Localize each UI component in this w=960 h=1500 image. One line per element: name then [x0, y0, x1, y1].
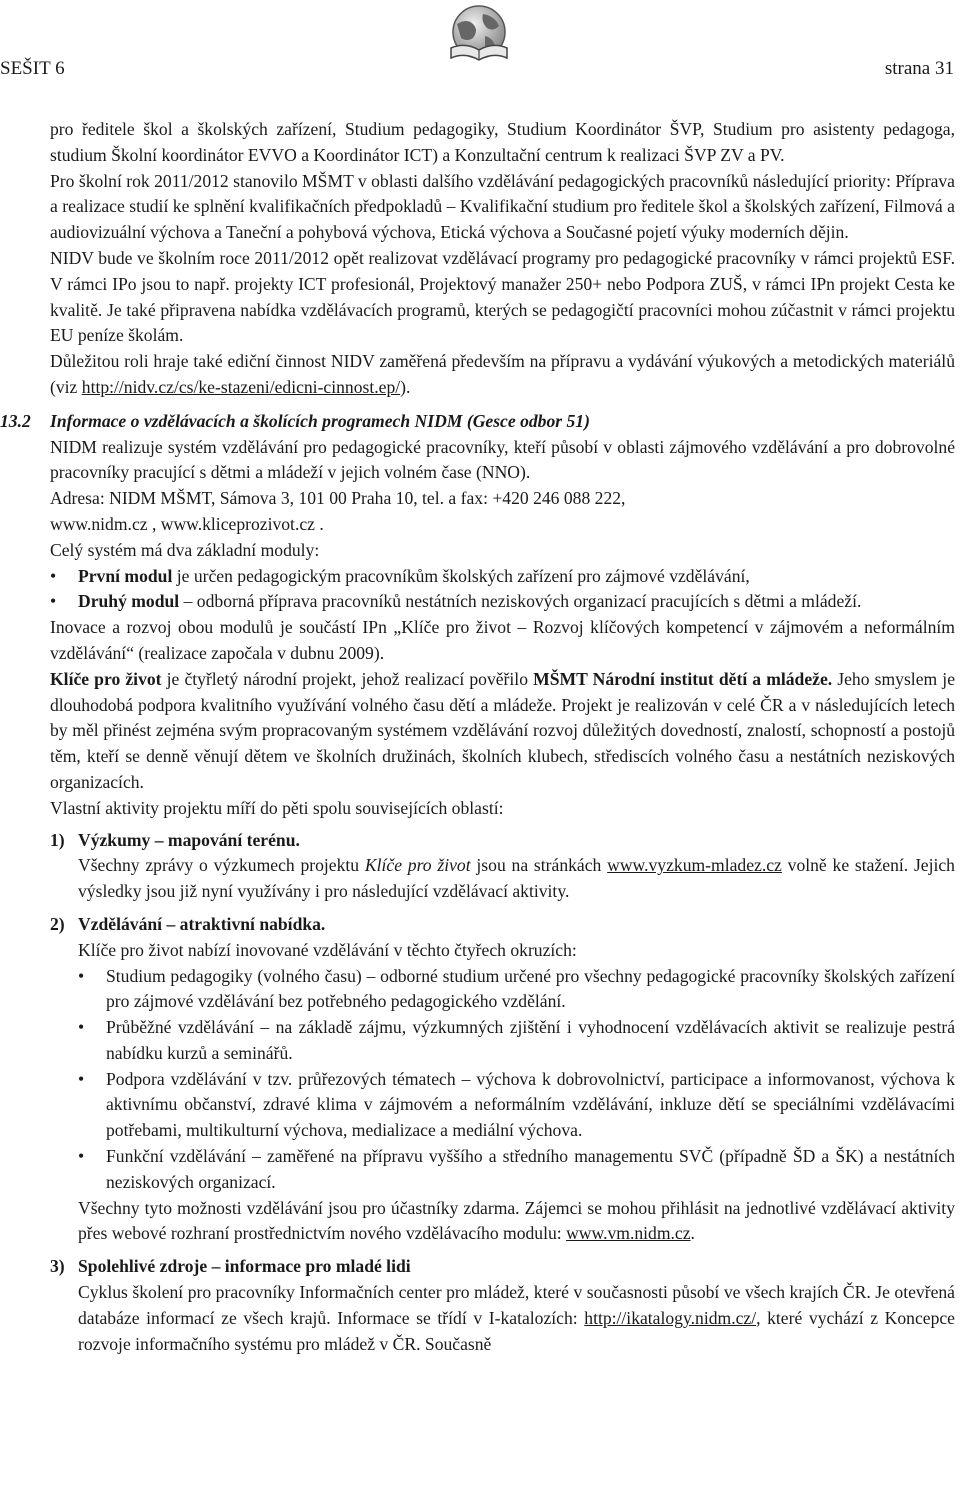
area-item-research: 1) Výzkumy – mapování terénu. Všechny zprávy o výzkumech projektu Klíče pro život jsou na stránkách www.vyzkum-mladez.cz volně ke stažení. Jejich výsledky jsou již nyní využívány i pro následující vzdělávací aktivity. — [50, 828, 955, 905]
area-item-sources: 3) Spolehlivé zdroje – informace pro mladé lidi Cyklus školení pro pracovníky Informačních center pro mládež, které v současnosti působí ve všech krajích ČR. Je otevřená databáze informací ze všech krajů. Informace se třídí v I-katalozích: http://ikatalogy.nidm.cz/, které vychází z Koncepce rozvoje informačního systému pro mládež v ČR. Současně — [50, 1254, 955, 1357]
paragraph: Důležitou roli hraje také ediční činnost NIDV zaměřená především na přípravu a vydávání výukových a metodických materiálů (viz http://nidv.cz/cs/ke-stazeni/edicni-cinnost.ep/). — [50, 351, 955, 397]
item-title: Vzdělávání – atraktivní nabídka. — [78, 913, 326, 934]
research-link[interactable]: www.vyzkum-mladez.cz — [607, 855, 782, 876]
modules-list — [50, 564, 955, 616]
paragraph: NIDM realizuje systém vzdělávání pro pedagogické pracovníky, kteří působí v oblasti zájmového vzdělávání a pro dobrovolné pracovníky pracující s dětmi a mládeží v jejich volném čase (NNO). — [50, 436, 955, 483]
paragraph: Cyklus školení pro pracovníky Informačních center pro mládež, které v současnosti působí ve všech krajích ČR. Je otevřená databáze informací ze všech krajů. Informace se třídí v I-katalozích: http://ikatalogy.nidm.cz/, které vychází z Koncepce rozvoje informačního systému pro mládež v ČR. Současně — [78, 1282, 955, 1354]
section-number: 13.2 — [0, 410, 31, 431]
page-body — [0, 117, 955, 1357]
edition-link[interactable]: http://nidv.cz/cs/ke-stazeni/edicni-cinnost.ep/ — [81, 376, 401, 397]
list-item: • Podpora vzdělávání v tzv. průřezových tématech – výchova k dobrovolnictví, participace a informovanost, výchova k aktivnímu občanství, zdravé klima v zájmovém a neformálním vzdělávání, inkluze dětí se speciálními vzdělávacími potřebami, multikulturní výchova, medializace a mediální výchova. — [78, 1068, 955, 1141]
paragraph: Inovace a rozvoj obou modulů je součástí IPn „Klíče pro život – Rozvoj klíčových kompetencí v zájmovém a neformálním vzdělávání“ (realizace započala v dubnu 2009). — [50, 617, 955, 663]
education-list — [78, 964, 955, 1196]
address-line: Adresa: NIDM MŠMT, Sámova 3, 101 00 Praha 10, tel. a fax: +420 246 088 222, — [50, 488, 626, 509]
vm-link[interactable]: www.vm.nidm.cz — [566, 1223, 691, 1244]
address-line: www.nidm.cz , www.kliceprozivot.cz . — [50, 513, 324, 534]
paragraph: Klíče pro život nabízí inovované vzdělávání v těchto čtyřech okruzích: — [78, 939, 577, 960]
issue-label: SEŠIT 6 — [0, 58, 65, 79]
paragraph: NIDV bude ve školním roce 2011/2012 opět realizovat vzdělávací programy pro pedagogické pracovníky v rámci projektů ESF. V rámci IPo jsou to např. projekty ICT profesionál, Projektový manažer 250+ nebo Podpora ZUŠ, v rámci IPn projekt Cesta ke kvalitě. Je také připravena nabídka vzdělávacích programů, kterých se pedagogičtí pracovníci mohou zúčastnit v rámci projektu EU peníze školám. — [50, 247, 955, 346]
paragraph: Klíče pro život je čtyřletý národní projekt, jehož realizací pověřilo MŠMT Národní institut dětí a mládeže. Jeho smyslem je dlouhodobá podpora kvalitního využívání volného času dětí a mládeže. Projekt je realizován v celé ČR a v následujících letech by měl přinést zejména svým propracovaným systémem vzdělávání rozvoj důležitých dovedností, znalostí, schopností a postojů těm, kteří se denně věnují dětem ve školních družinách, školních klubech, střediscích volného času a nestátních neziskových organizacích. — [50, 668, 955, 792]
ikatalogy-link[interactable]: http://ikatalogy.nidm.cz/ — [584, 1307, 757, 1328]
list-item: • Druhý modul – odborná příprava pracovníků nestátních neziskových organizací pracujících s dětmi a mládeží. — [50, 591, 862, 612]
item-title: Spolehlivé zdroje – informace pro mladé lidi — [78, 1256, 411, 1277]
list-item: • Studium pedagogiky (volného času) – odborné studium určené pro všechny pedagogické pracovníky školských zařízení pro zájmové vzdělávání bez potřebného pedagogického vzdělání. — [78, 965, 955, 1012]
section-heading — [0, 409, 955, 435]
paragraph: Vlastní aktivity projektu míří do pěti spolu souvisejících oblastí: — [50, 797, 504, 818]
list-item: • Průběžné vzdělávání – na základě zájmu, výzkumných zjištění i vyhodnocení vzdělávacích aktivit se realizuje pestrá nabídku kurzů a seminářů. — [78, 1017, 955, 1063]
list-item: • Funkční vzdělávání – zaměřené na přípravu vyššího a středního managementu SVČ (případně ŠD a ŠK) a nestátních neziskových organizací. — [78, 1146, 955, 1192]
area-item-education: 2) Vzdělávání – atraktivní nabídka. Klíče pro život nabízí inovované vzdělávání v těchto čtyřech okruzích: • Studium pedagogiky (volného času) – odborné studium určené pro všechny pedagogické pracovníky školských zařízení pro zájmové vzdělávání bez potřebného pedagogického vzdělání. • Průběžné vzdělávání – na základě zájmu, výzkumných zjištění i vyhodnocení vzdělávacích aktivit se realizuje pestrá nabídku kurzů a seminářů. • Podpora vzdělávání v tzv. průřezových tématech – výchova k dobrovolnictví, participace a informovanost, výchova k aktivnímu občanství, zdravé klima v zájmovém a neformálním vzdělávání, inkluze dětí se speciálními vzdělávacími potřebami, multikulturní výchova, medializace a mediální výchova. • Funkční vzdělávání – zaměřené na přípravu vyššího a středního managementu SVČ (případně ŠD a ŠK) a nestátních neziskových organizací. Všechny tyto možnosti vzdělávání jsou pro účastníky zdarma. Zájemci se mohou přihlásit na jednotlivé vzdělávací aktivity přes webové rozhraní prostřednictvím nového vzdělávacího modulu: www.vm.nidm.cz. — [50, 912, 955, 1247]
section-title: Informace o vzdělávacích a školících programech NIDM (Gesce odbor 51) — [50, 410, 590, 431]
list-item: • První modul je určen pedagogickým pracovníkům školských zařízení pro zájmové vzdělávání, — [50, 565, 750, 586]
paragraph: Celý systém má dva základní moduly: — [50, 539, 320, 560]
page-number: strana 31 — [884, 58, 954, 79]
globe-book-icon — [443, 2, 515, 66]
paragraph: pro ředitele škol a školských zařízení, Studium pedagogiky, Studium Koordinátor ŠVP, Studium pro asistenty pedagoga, studium Školní koordinátor EVVO a Koordinátor ICT) a Konzultační centrum k realizaci ŠVP ZV a PV. — [50, 119, 955, 165]
paragraph: Pro školní rok 2011/2012 stanovilo MŠMT v oblasti dalšího vzdělávání pedagogických pracovníků následující priority: Příprava a realizace studií ke splnění kvalifikačních předpokladů – Kvalifikační studium pro ředitele škol a školských zařízení, Filmová a audiovizuální výchova a Taneční a pohybová výchova, Etická výchova a Současné pojetí výuky moderních dějin. — [50, 170, 955, 243]
paragraph: Všechny tyto možnosti vzdělávání jsou pro účastníky zdarma. Zájemci se mohou přihlásit na jednotlivé vzdělávací aktivity přes webové rozhraní prostřednictvím nového vzdělávacího modulu: www.vm.nidm.cz. — [78, 1197, 955, 1244]
item-title: Výzkumy – mapování terénu. — [78, 829, 300, 850]
paragraph: Všechny zprávy o výzkumech projektu Klíče pro život jsou na stránkách www.vyzkum-mladez.cz volně ke stažení. Jejich výsledky jsou již nyní využívány i pro následující vzdělávací aktivity. — [78, 855, 955, 902]
